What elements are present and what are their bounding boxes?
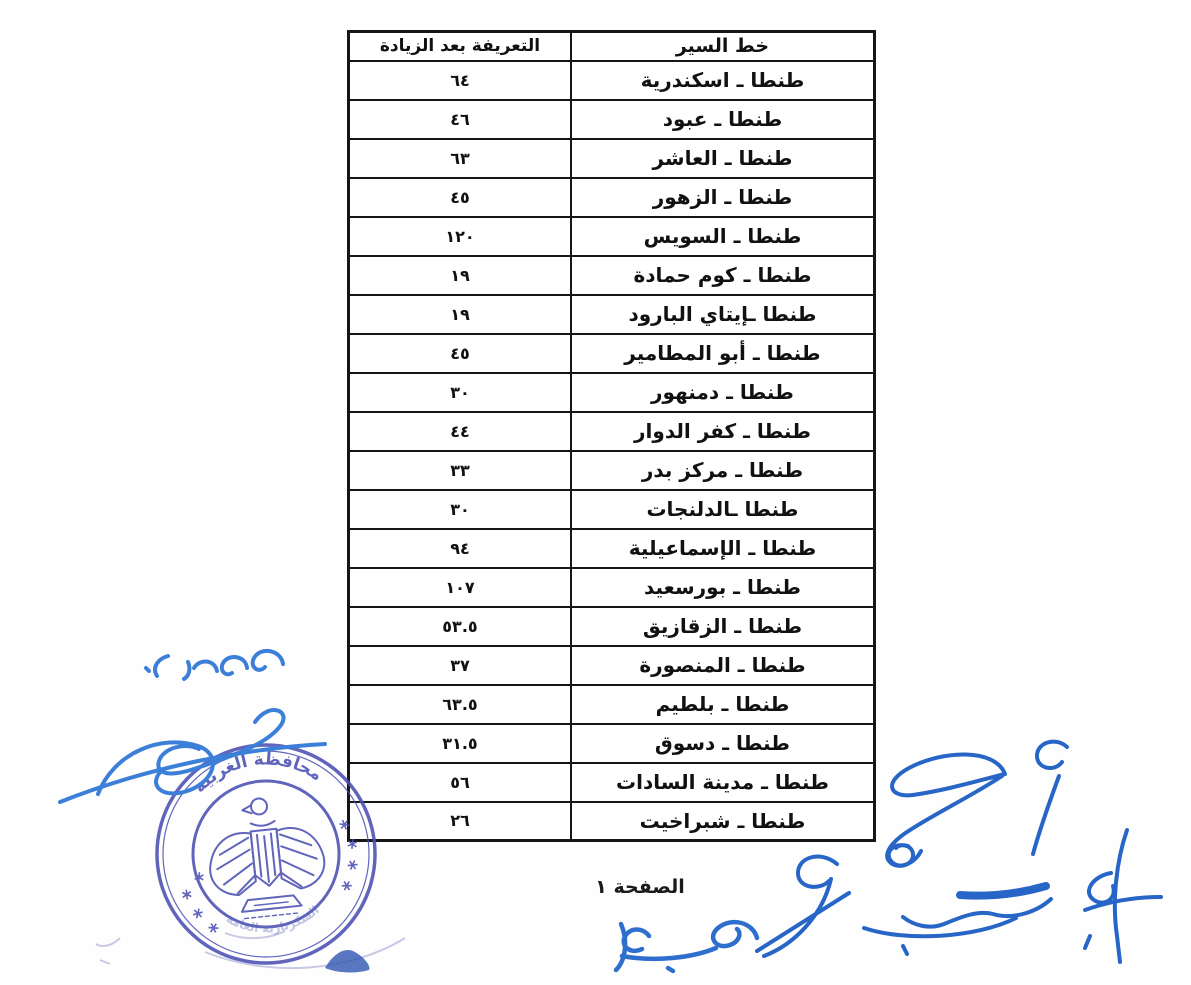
route-cell: طنطا ـ دسوق: [571, 724, 875, 763]
tariff-cell: ٦٤: [349, 61, 571, 100]
tariff-cell: ٣٧: [349, 646, 571, 685]
table-row: [349, 490, 875, 529]
stamp-bottom-text: السكرتارية العامة: [223, 902, 322, 936]
official-stamp: [139, 727, 394, 982]
route-cell: طنطا ـ أبو المطامير: [571, 334, 875, 373]
tariff-table-container: [347, 30, 876, 842]
tariff-cell: ١٠٧: [349, 568, 571, 607]
route-cell: طنطا ـ الزهور: [571, 178, 875, 217]
tariff-table-body: [349, 61, 875, 841]
route-cell: طنطا ـ مركز بدر: [571, 451, 875, 490]
tariff-table-header: [349, 32, 875, 61]
table-row: [349, 217, 875, 256]
table-row: [349, 412, 875, 451]
route-cell: طنطا ـ الزقازيق: [571, 607, 875, 646]
route-column-header: خط السير: [571, 32, 875, 61]
table-row: [349, 373, 875, 412]
eagle-emblem-icon: [203, 792, 329, 921]
table-row: [349, 256, 875, 295]
tariff-cell: ٤٥: [349, 178, 571, 217]
tariff-cell: ٦٣.٥: [349, 685, 571, 724]
table-row: [349, 568, 875, 607]
route-cell: طنطا ـ العاشر: [571, 139, 875, 178]
stamp-top-text: محافظة الغربية: [189, 749, 326, 798]
table-row: [349, 724, 875, 763]
table-row: [349, 763, 875, 802]
table-row: [349, 529, 875, 568]
stamp-seal-icon: [139, 727, 394, 982]
table-row: [349, 100, 875, 139]
route-cell: طنطا ـ كفر الدوار: [571, 412, 875, 451]
tariff-cell: ٣٠: [349, 490, 571, 529]
table-row: [349, 451, 875, 490]
route-cell: طنطا ـ دمنهور: [571, 373, 875, 412]
tariff-cell: ٤٦: [349, 100, 571, 139]
route-cell: طنطا ـ اسكندرية: [571, 61, 875, 100]
route-cell: طنطا ـ شبراخيت: [571, 802, 875, 841]
tariff-cell: ٢٦: [349, 802, 571, 841]
route-cell: طنطا ـالدلنجات: [571, 490, 875, 529]
tariff-cell: ٣٣: [349, 451, 571, 490]
tariff-cell: ١٢٠: [349, 217, 571, 256]
route-cell: طنطا ـ كوم حمادة: [571, 256, 875, 295]
signature-bottom-middle-icon: [616, 922, 757, 971]
tariff-cell: ٣٠: [349, 373, 571, 412]
tariff-cell: ٥٣.٥: [349, 607, 571, 646]
tariff-table: [347, 30, 876, 842]
page-number-label: الصفحة ١: [595, 876, 685, 898]
route-cell: طنطا ـ مدينة السادات: [571, 763, 875, 802]
table-row: [349, 295, 875, 334]
route-cell: طنطا ـ السويس: [571, 217, 875, 256]
table-row: [349, 334, 875, 373]
table-row: [349, 61, 875, 100]
route-cell: طنطا ـ عبود: [571, 100, 875, 139]
tariff-cell: ١٩: [349, 256, 571, 295]
route-cell: طنطا ـإيتاي البارود: [571, 295, 875, 334]
tariff-cell: ١٩: [349, 295, 571, 334]
table-row: [349, 139, 875, 178]
table-row: [349, 802, 875, 841]
table-row: [349, 685, 875, 724]
route-cell: طنطا ـ الإسماعيلية: [571, 529, 875, 568]
tariff-cell: ٩٤: [349, 529, 571, 568]
tariff-cell: ٤٤: [349, 412, 571, 451]
tariff-cell: ٣١.٥: [349, 724, 571, 763]
table-row: [349, 646, 875, 685]
tariff-cell: ٥٦: [349, 763, 571, 802]
tariff-cell: ٤٥: [349, 334, 571, 373]
tariff-cell: ٦٣: [349, 139, 571, 178]
table-row: [349, 178, 875, 217]
tariff-column-header: التعريفة بعد الزيادة: [349, 32, 571, 61]
route-cell: طنطا ـ بلطيم: [571, 685, 875, 724]
table-row: [349, 607, 875, 646]
route-cell: طنطا ـ بورسعيد: [571, 568, 875, 607]
route-cell: طنطا ـ المنصورة: [571, 646, 875, 685]
